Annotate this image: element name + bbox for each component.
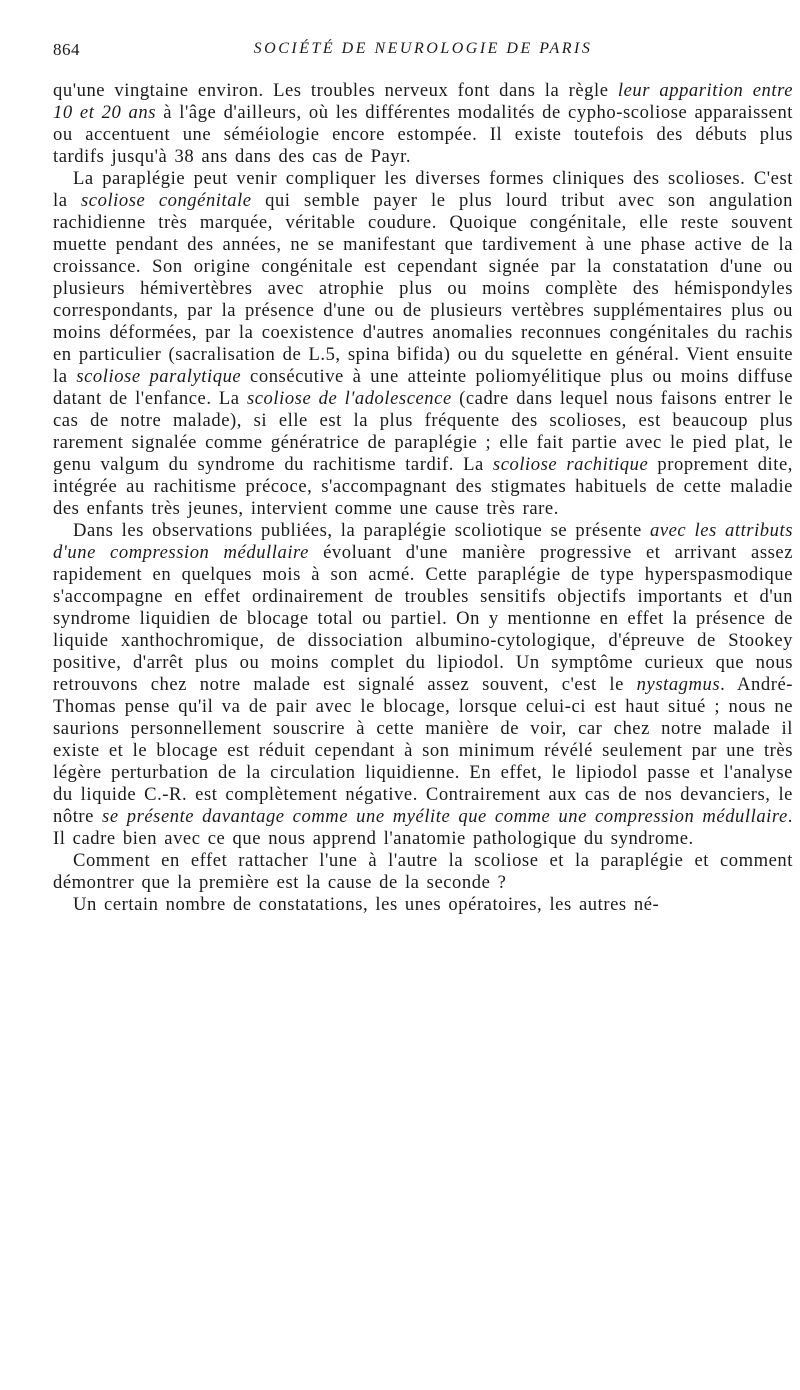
text-run: Dans les observations publiées, la paraplégie scoliotique se présente: [73, 520, 650, 541]
text-run: à l'âge d'ailleurs, où les différentes modalités de cypho-scoliose apparaissent ou accentuent une séméiologie encore estompée. Il existe toutefois des débuts plus tardifs jusqu'à 38 ans dans des cas de Payr.: [53, 102, 794, 167]
page-number: 864: [53, 40, 80, 59]
italic-phrase: avec les attributs d'une compression médullaire: [53, 520, 793, 563]
paragraph: [53, 80, 793, 168]
text-run: proprement dite, intégrée au rachitisme précoce, s'accompagnant des stigmates habituels de cette maladie des enfants très jeunes, intervient comme une cause très rare.: [53, 454, 793, 519]
text-run: Un certain nombre de constatations, les unes opératoires, les autres né-: [73, 894, 660, 915]
italic-phrase: scoliose de l'adolescence: [246, 388, 452, 409]
italic-phrase: leur apparition entre 10 et 20 ans: [53, 80, 794, 123]
text-run: La paraplégie peut venir compliquer les diverses formes cliniques des scolioses. C'est la: [53, 168, 793, 211]
text-run: Comment en effet rattacher l'une à l'autre la scoliose et la paraplégie et comment démontrer que la première est la cause de la seconde ?: [53, 850, 793, 893]
paragraph: [53, 894, 793, 916]
italic-phrase: se présente davantage comme une myélite que comme une compression médullaire: [102, 806, 788, 827]
text-run: (cadre dans lequel nous faisons entrer le cas de notre malade), si elle est la plus fréquente des scolioses, est beaucoup plus rarement signalée comme génératrice de paraplégie ; elle fait partie avec le pied plat, le genu valgum du syndrome du rachitisme tardif. La: [53, 388, 793, 475]
text-run: . Il cadre bien avec ce que nous apprend l'anatomie pathologique du syndrome.: [53, 806, 793, 849]
paragraph: [53, 168, 793, 520]
paragraph: [53, 520, 793, 850]
body-text: [53, 80, 793, 916]
text-run: qui semble payer le plus lourd tribut avec son angulation rachidienne très marquée, véritable coudure. Quoique congénitale, elle reste souvent muette pendant des années, ne se manifestant que tardivement à une phase active de la croissance. Son origine congénitale est cependant signée par la constatation d'une ou plusieurs hémivertèbres avec atrophie plus ou moins complète des hémispondyles correspondants, par la présence d'une ou de plusieurs vertèbres supplémentaires plus ou moins déformées, par la coexistence d'autres anomalies reconnues congénitales du rachis en particulier (sacralisation de L.5, spina bifida) ou du squelette en général. Vient ensuite la: [53, 190, 793, 387]
paragraph: [53, 850, 793, 894]
text-run: consécutive à une atteinte poliomyélitique plus ou moins diffuse datant de l'enfance. La: [53, 366, 794, 409]
italic-phrase: scoliose congénitale: [81, 190, 252, 211]
italic-phrase: scoliose paralytique: [76, 366, 242, 387]
text-run: qu'une vingtaine environ. Les troubles nerveux font dans la règle: [53, 80, 618, 101]
text-run: . André-Thomas pense qu'il va de pair avec le blocage, lorsque celui-ci est haut situé ; nous ne saurions personnellement souscrire à cette manière de voir, car chez notre malade il existe et le blocage est réduit cependant à son minimum révélé seulement par une très légère perturbation de la circulation liquidienne. En effet, le lipiodol passe et l'analyse du liquide C.-R. est complètement négative. Contrairement aux cas de nos devanciers, le nôtre: [53, 674, 793, 827]
text-run: évoluant d'une manière progressive et arrivant assez rapidement en quelques mois à son acmé. Cette paraplégie de type hyperspasmodique s'accompagne en effet ordinairement de troubles sensitifs objectifs importants et d'un syndrome liquidien de blocage total ou partiel. On y mentionne en effet la présence de liquide xanthochromique, de dissociation albumino-cytologique, d'épreuve de Stookey positive, d'arrêt plus ou moins complet du lipiodol. Un symptôme curieux que nous retrouvons chez notre malade est signalé assez souvent, c'est le: [53, 542, 793, 695]
journal-title: SOCIÉTÉ DE NEUROLOGIE DE PARIS: [253, 40, 593, 57]
italic-phrase: scoliose rachitique: [492, 454, 649, 475]
running-head: [53, 40, 793, 66]
document-page: [53, 40, 793, 916]
italic-phrase: nystagmus: [636, 674, 721, 695]
